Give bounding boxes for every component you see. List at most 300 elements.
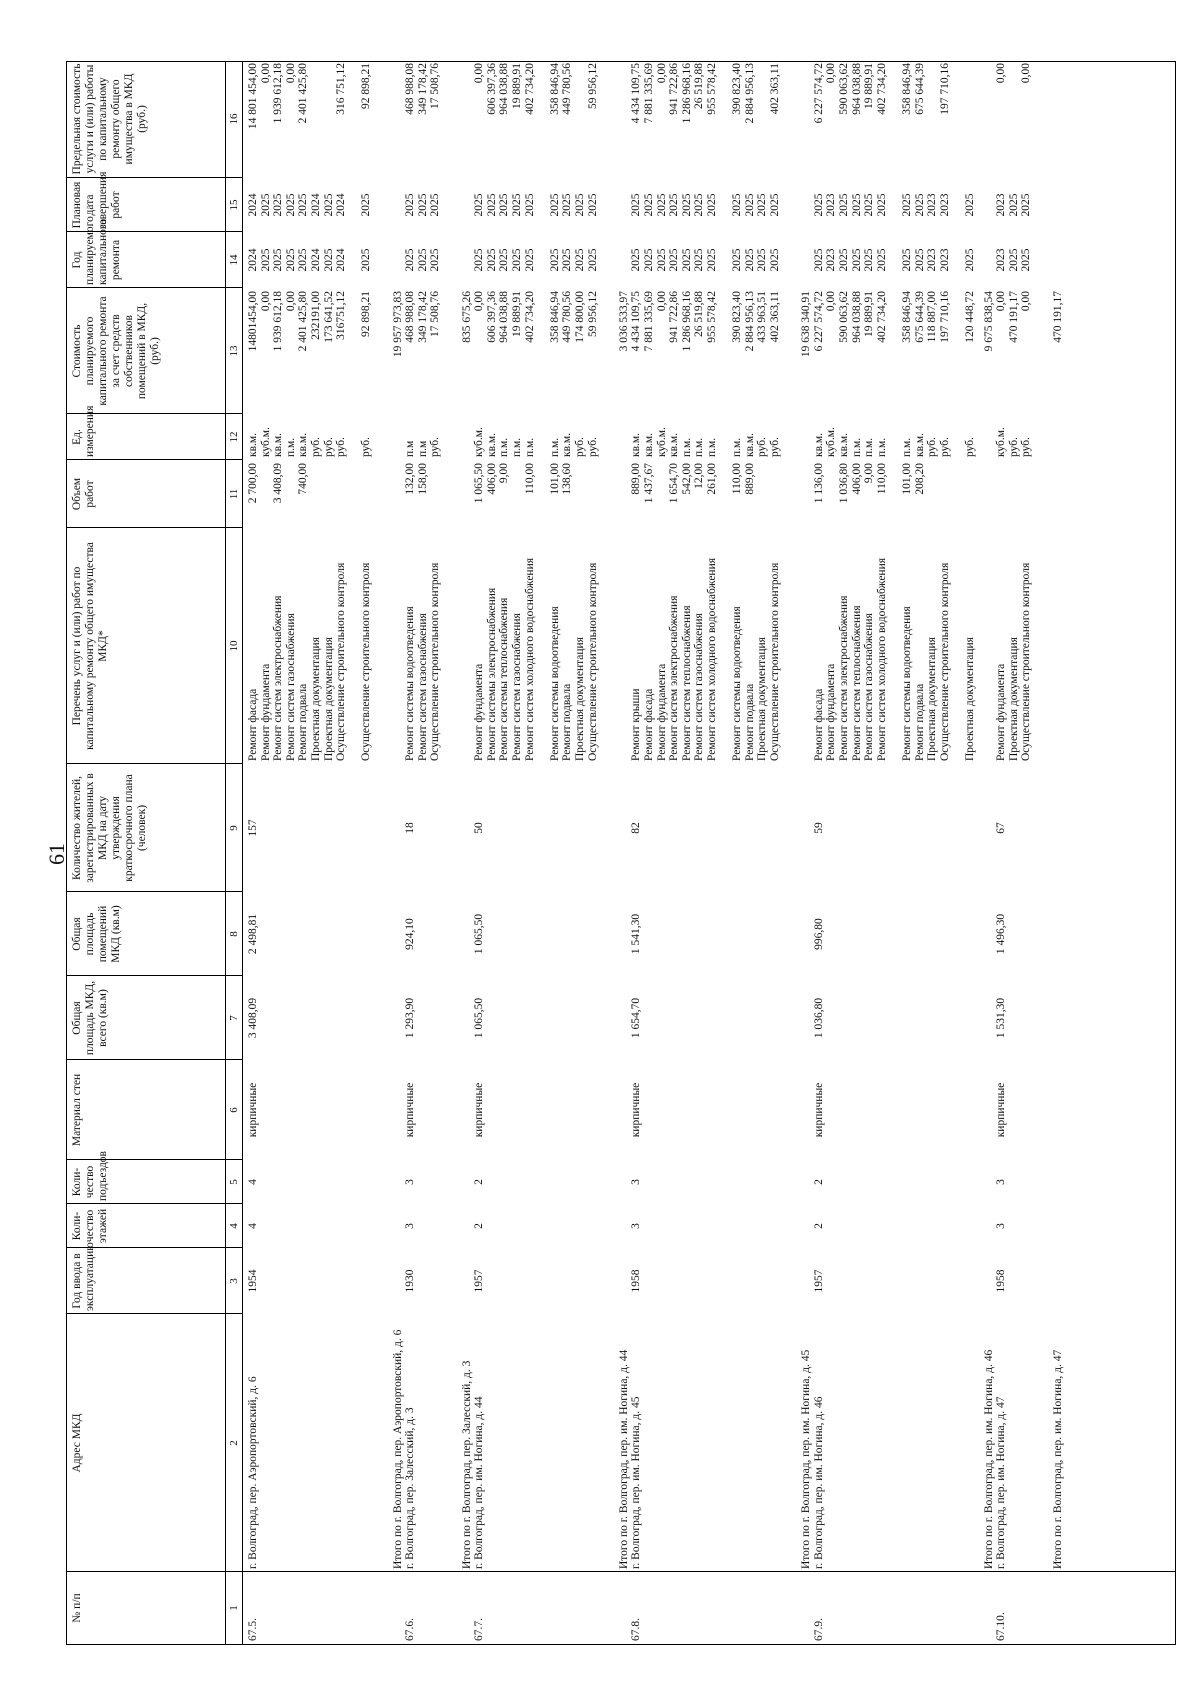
work-volume: 9,00: [863, 463, 876, 484]
year-built: 1930: [404, 1269, 417, 1293]
planned-cost: 19 889,91: [511, 291, 523, 337]
completion-year: 2025: [901, 193, 913, 217]
completion-year: 2025: [706, 193, 718, 217]
completion-year: 2025: [498, 193, 511, 217]
wall-material: кирпичные: [630, 1082, 643, 1138]
planned-cost: 358 846,94: [901, 291, 913, 343]
work-volume: 406,00: [485, 463, 498, 495]
work-item: Ремонт крыши: [630, 688, 643, 761]
max-cost: 964 038,88: [498, 63, 511, 115]
plan-year: 2025: [404, 248, 417, 272]
completion-year: 2025: [272, 193, 285, 217]
work-item: Ремонт систем газоснабжения: [511, 613, 523, 761]
completion-year: 2025: [731, 193, 744, 217]
plan-year: 2025: [322, 248, 335, 272]
plan-year: 2024: [310, 248, 322, 272]
completion-year: 2025: [838, 193, 850, 217]
unit: руб.: [429, 437, 442, 457]
total-area: 1 036,80: [812, 997, 825, 1039]
resident-count: 18: [404, 822, 417, 834]
max-cost: 675 644,39: [913, 63, 926, 115]
plan-year: 2025: [511, 248, 523, 272]
unit: куб.м.: [995, 427, 1008, 457]
planned-cost: 174 800,00: [574, 291, 586, 343]
header-col-10: Перечень услуг и (или) работ по капитальному ремонту общего имущества МКД*: [71, 542, 109, 750]
planned-cost: 197 710,16: [938, 291, 951, 343]
max-cost: 0,00: [825, 63, 838, 84]
premises-area: 924,10: [404, 918, 417, 950]
unit: п.м.: [863, 437, 876, 457]
unit: руб.: [360, 437, 373, 457]
unit: кв.м.: [838, 432, 850, 457]
plan-year: 2024: [335, 248, 348, 272]
plan-year: 2025: [485, 248, 498, 272]
plan-year: 2025: [1007, 248, 1020, 272]
work-item: Ремонт фундамента: [825, 663, 838, 761]
header-col-7: Общая площадь МКД, всего (кв.м): [71, 980, 109, 1056]
unit: руб.: [335, 437, 348, 457]
building-address: г. Волгоград, пер. им. Ногина, д. 47: [995, 1396, 1008, 1569]
work-item: Ремонт системы водоотведения: [901, 606, 913, 761]
header-col-6: Материал стен: [71, 1073, 83, 1147]
work-volume: 110,00: [875, 463, 888, 495]
max-cost: 1 939 612,18: [272, 63, 285, 124]
plan-year: 2025: [523, 248, 536, 272]
plan-year: 2025: [731, 248, 744, 272]
plan-year: 2025: [706, 248, 718, 272]
max-cost: 4 434 109,75: [630, 63, 643, 124]
unit: кв.м.: [643, 432, 655, 457]
completion-year: 2025: [630, 193, 643, 217]
completion-year: 2024: [310, 193, 322, 217]
max-cost: 941 722,86: [668, 63, 681, 115]
completion-year: 2024: [247, 193, 259, 217]
colnum-12: 12: [228, 431, 240, 443]
work-item: Проектная документация: [926, 637, 939, 761]
block-total-label: Итого по г. Волгоград, пер. им. Ногина, д. 44: [617, 1349, 630, 1569]
work-item: Ремонт подвала: [913, 683, 926, 761]
unit: руб.: [322, 437, 335, 457]
planned-cost: 2 401 425,80: [297, 291, 310, 352]
work-item: Ремонт подвала: [743, 683, 756, 761]
max-cost: 606 397,36: [485, 63, 498, 115]
premises-area: 1 065,50: [473, 913, 486, 955]
max-cost: 17 508,76: [429, 63, 442, 109]
work-item: Ремонт фасада: [247, 688, 259, 761]
completion-year: 2025: [1007, 193, 1020, 217]
wall-material: кирпичные: [404, 1082, 417, 1138]
work-volume: 3 408,09: [272, 463, 285, 504]
plan-year: 2025: [875, 248, 888, 272]
unit: кв.м.: [913, 432, 926, 457]
work-item: Проектная документация: [322, 637, 335, 761]
planned-cost: 120 448,72: [964, 291, 976, 343]
plan-year: 2025: [548, 248, 561, 272]
plan-year: 2025: [272, 248, 285, 272]
work-volume: 110,00: [731, 463, 744, 495]
planned-cost: 590 063,62: [838, 291, 850, 343]
plan-year: 2025: [838, 248, 850, 272]
floor-count: 3: [995, 1223, 1008, 1229]
unit: п.м.: [523, 437, 536, 457]
unit: куб.м.: [259, 427, 272, 457]
colnum-10: 10: [228, 640, 240, 652]
completion-year: 2025: [561, 193, 574, 217]
colnum-3: 3: [228, 1278, 240, 1284]
premises-area: 2 498,81: [247, 913, 259, 955]
floor-count: 4: [247, 1223, 259, 1229]
max-cost: 358 846,94: [548, 63, 561, 115]
plan-year: 2024: [247, 248, 259, 272]
max-cost: 26 519,88: [693, 63, 706, 109]
unit: кв.м.: [272, 432, 285, 457]
max-cost: 1 286 968,16: [680, 63, 693, 124]
plan-year: 2025: [812, 248, 825, 272]
work-volume: 406,00: [850, 463, 863, 495]
plan-year: 2025: [693, 248, 706, 272]
planned-cost: 173 641,52: [322, 291, 335, 343]
plan-year: 2023: [825, 248, 838, 272]
work-item: Ремонт систем электроснабжения: [272, 595, 285, 761]
unit: руб.: [1007, 437, 1020, 457]
work-item: Ремонт фундамента: [655, 663, 668, 761]
completion-year: 2025: [322, 193, 335, 217]
plan-year: 2025: [901, 248, 913, 272]
building-address: г. Волгоград, пер. Залесский, д. 3: [404, 1407, 417, 1569]
work-item: Ремонт систем холодного водоснабжения: [706, 557, 718, 761]
completion-year: 2023: [995, 193, 1008, 217]
block-total-label: Итого по г. Волгоград, пер. им. Ногина, д. 46: [982, 1349, 995, 1569]
max-cost: 402 734,20: [523, 63, 536, 115]
total-area: 1 531,30: [995, 997, 1008, 1039]
planned-cost: 0,00: [1020, 291, 1033, 312]
max-cost: 2 401 425,80: [297, 63, 310, 124]
work-item: Ремонт систем газоснабжения: [284, 613, 297, 761]
plan-year: 2025: [574, 248, 586, 272]
planned-cost: 0,00: [655, 291, 668, 312]
completion-year: 2025: [812, 193, 825, 217]
colnum-15: 15: [228, 199, 240, 211]
work-volume: 542,00: [680, 463, 693, 495]
work-item: Ремонт систем газоснабжения: [863, 613, 876, 761]
premises-area: 1 496,30: [995, 913, 1008, 955]
unit: кв.м.: [561, 432, 574, 457]
column-divider: [67, 459, 243, 460]
block-total-cost: 19 957 973,83: [391, 291, 404, 358]
plan-year: 2025: [850, 248, 863, 272]
entrance-count: 3: [995, 1179, 1008, 1185]
row-number: 67.10.: [995, 1612, 1008, 1641]
unit: п.м.: [548, 437, 561, 457]
max-cost: 0,00: [655, 63, 668, 84]
planned-cost: 449 780,56: [561, 291, 574, 343]
completion-year: 2025: [416, 193, 429, 217]
header-col-13: Стоимость планируемого капитального ремонта за счет средств собственников помещений в МКД, (руб.): [71, 296, 161, 406]
premises-area: 1 541,30: [630, 913, 643, 955]
colnum-6: 6: [228, 1107, 240, 1113]
max-cost: 14 801 454,00: [247, 63, 259, 130]
work-item: Осуществление строительного контроля: [938, 562, 951, 761]
plan-year: 2025: [680, 248, 693, 272]
unit: кв.м.: [668, 432, 681, 457]
colnum-16: 16: [228, 113, 240, 125]
plan-year: 2025: [756, 248, 769, 272]
completion-year: 2023: [938, 193, 951, 217]
plan-year: 2025: [561, 248, 574, 272]
year-built: 1958: [995, 1269, 1008, 1293]
work-item: Ремонт фасада: [643, 688, 655, 761]
plan-year: 2025: [297, 248, 310, 272]
header-col-2: Адрес МКД: [71, 1413, 83, 1473]
entrance-count: 2: [812, 1179, 825, 1185]
wall-material: кирпичные: [473, 1082, 486, 1138]
colnum-2: 2: [228, 1440, 240, 1446]
max-cost: 316 751,12: [335, 63, 348, 115]
max-cost: 59 956,12: [586, 63, 599, 109]
unit: кв.м.: [630, 432, 643, 457]
planned-cost: 232191,00: [310, 291, 322, 340]
colnum-7: 7: [228, 1015, 240, 1021]
planned-cost: 941 722,86: [668, 291, 681, 343]
work-item: Осуществление строительного контроля: [335, 562, 348, 761]
row-number: 67.5.: [247, 1618, 259, 1641]
max-cost: 6 227 574,72: [812, 63, 825, 124]
work-item: Проектная документация: [964, 637, 976, 761]
completion-year: 2025: [913, 193, 926, 217]
planned-cost: 0,00: [284, 291, 297, 312]
colnum-5: 5: [228, 1179, 240, 1185]
max-cost: 0,00: [1020, 63, 1033, 84]
planned-cost: 316751,12: [335, 291, 348, 340]
work-item: Ремонт фасада: [812, 688, 825, 761]
column-divider: [67, 1059, 243, 1060]
completion-year: 2025: [404, 193, 417, 217]
building-address: г. Волгоград, пер. Аэропортовский, д. 6: [247, 1376, 259, 1569]
completion-year: 2025: [875, 193, 888, 217]
colnum-9: 9: [228, 825, 240, 831]
header-col-5: Коли-чество подъездов: [71, 1151, 109, 1201]
unit: п.м.: [901, 437, 913, 457]
completion-year: 2025: [743, 193, 756, 217]
completion-year: 2025: [259, 193, 272, 217]
header-col-4: Коли-чество этажей: [71, 1208, 109, 1244]
work-item: Осуществление строительного контроля: [429, 562, 442, 761]
max-cost: 2 884 956,13: [743, 63, 756, 124]
unit: руб.: [964, 437, 976, 457]
year-built: 1954: [247, 1269, 259, 1293]
work-item: Ремонт фундамента: [473, 663, 486, 761]
completion-year: 2025: [769, 193, 781, 217]
planned-cost: 7 881 335,69: [643, 291, 655, 352]
max-cost: 955 578,42: [706, 63, 718, 115]
unit: п.м.: [875, 437, 888, 457]
work-volume: 1 065,50: [473, 463, 486, 504]
resident-count: 67: [995, 822, 1008, 834]
work-item: Проектная документация: [310, 637, 322, 761]
work-item: Ремонт систем холодного водоснабжения: [875, 557, 888, 761]
work-volume: 9,00: [498, 463, 511, 484]
work-item: Ремонт систем электроснабжения: [668, 595, 681, 761]
work-item: Проектная документация: [1007, 637, 1020, 761]
unit: кв.м.: [743, 432, 756, 457]
completion-year: 2025: [586, 193, 599, 217]
block-total-label: Итого по г. Волгоград, пер. им. Ногина, д. 45: [800, 1349, 813, 1569]
planned-cost: 118 887,00: [926, 291, 939, 343]
work-volume: 110,00: [523, 463, 536, 495]
block-total-label: Итого по г. Волгоград, пер. Залесский, д. 3: [460, 1360, 473, 1569]
completion-year: 2025: [548, 193, 561, 217]
max-cost: 390 823,40: [731, 63, 744, 115]
block-total-cost: 19 638 340,91: [800, 291, 813, 358]
total-area: 1 654,70: [630, 997, 643, 1039]
row-number: 67.8.: [630, 1618, 643, 1641]
unit: п.м: [416, 440, 429, 457]
planned-cost: 390 823,40: [731, 291, 744, 343]
work-item: Ремонт системы электроснабжения: [485, 587, 498, 761]
max-cost: 358 846,94: [901, 63, 913, 115]
table-header: [67, 62, 225, 1644]
block-total-label: Итого по г. Волгоград, пер. Аэропортовский, д. 6: [391, 1329, 404, 1569]
max-cost: 0,00: [259, 63, 272, 84]
resident-count: 157: [247, 819, 259, 837]
column-number-row: [225, 62, 243, 1644]
work-item: Ремонт системы теплоснабжения: [498, 597, 511, 761]
work-volume: 101,00: [548, 463, 561, 495]
wall-material: кирпичные: [247, 1082, 259, 1138]
completion-year: 2025: [850, 193, 863, 217]
work-item: Осуществление строительного контроля: [769, 562, 781, 761]
column-divider: [67, 1247, 243, 1248]
table-body: [243, 62, 1175, 1644]
header-col-14: Год планируемого капитального ремонта: [71, 216, 122, 285]
completion-year: 2025: [574, 193, 586, 217]
work-item: Ремонт систем газоснабжения: [416, 613, 429, 761]
plan-year: 2025: [1020, 248, 1033, 272]
work-item: Осуществление строительного контроля: [1020, 562, 1033, 761]
column-divider: [67, 1159, 243, 1160]
entrance-count: 3: [630, 1179, 643, 1185]
year-built: 1957: [812, 1269, 825, 1293]
column-divider: [67, 231, 243, 232]
max-cost: 7 881 335,69: [643, 63, 655, 124]
unit: руб.: [586, 437, 599, 457]
planned-cost: 964 038,88: [498, 291, 511, 343]
work-volume: 208,20: [913, 463, 926, 495]
work-item: Ремонт подвала: [561, 683, 574, 761]
unit: руб.: [769, 437, 781, 457]
completion-year: 2025: [485, 193, 498, 217]
plan-year: 2025: [630, 248, 643, 272]
plan-year: 2025: [769, 248, 781, 272]
max-cost: 468 988,08: [404, 63, 417, 115]
premises-area: 996,80: [812, 918, 825, 950]
unit: руб.: [310, 437, 322, 457]
completion-year: 2025: [511, 193, 523, 217]
work-volume: 2 700,00: [247, 463, 259, 504]
column-divider: [67, 1571, 1175, 1572]
block-total-cost: 470 191,17: [1051, 291, 1064, 343]
column-divider: [67, 287, 243, 288]
repair-plan-table: [66, 61, 1176, 1645]
year-built: 1957: [473, 1269, 486, 1293]
floor-count: 3: [630, 1223, 643, 1229]
resident-count: 50: [473, 822, 486, 834]
entrance-count: 2: [473, 1179, 486, 1185]
work-item: Ремонт системы водоотведения: [404, 606, 417, 761]
plan-year: 2023: [995, 248, 1008, 272]
max-cost: 19 889,91: [863, 63, 876, 109]
row-number: 67.6.: [404, 1618, 417, 1641]
unit: п.м.: [706, 437, 718, 457]
floor-count: 2: [812, 1223, 825, 1229]
header-col-15: Плановая дата завершения работ: [71, 171, 122, 229]
max-cost: 402 734,20: [875, 63, 888, 115]
work-item: Ремонт подвала: [297, 683, 310, 761]
planned-cost: 358 846,94: [548, 291, 561, 343]
unit: руб.: [926, 437, 939, 457]
unit: руб.: [756, 437, 769, 457]
planned-cost: 0,00: [995, 291, 1008, 312]
column-divider: [67, 763, 243, 764]
total-area: 3 408,09: [247, 997, 259, 1039]
work-item: Ремонт фундамента: [995, 663, 1008, 761]
header-col-8: Общая площадь помещений МКД (кв.м): [71, 905, 122, 963]
plan-year: 2025: [655, 248, 668, 272]
column-divider: [67, 975, 243, 976]
max-cost: 0,00: [284, 63, 297, 84]
plan-year: 2025: [360, 248, 373, 272]
work-item: Осуществление строительного контроля: [586, 562, 599, 761]
column-divider: [67, 413, 243, 414]
column-divider: [67, 1313, 243, 1314]
block-total-label: Итого по г. Волгоград, пер. им. Ногина, д. 47: [1051, 1349, 1064, 1569]
year-built: 1958: [630, 1269, 643, 1293]
max-cost: 92 898,21: [360, 63, 373, 109]
plan-year: 2023: [938, 248, 951, 272]
unit: п.м.: [850, 437, 863, 457]
planned-cost: 19 889,91: [863, 291, 876, 337]
header-col-12: Ед. измерения: [71, 405, 96, 457]
header-col-1: № п/п: [71, 1593, 83, 1623]
planned-cost: 92 898,21: [360, 291, 373, 337]
planned-cost: 14801454,00: [247, 291, 259, 352]
planned-cost: 0,00: [473, 291, 486, 312]
wall-material: кирпичные: [995, 1082, 1008, 1138]
plan-year: 2025: [498, 248, 511, 272]
row-number: 67.9.: [812, 1618, 825, 1641]
completion-year: 2023: [825, 193, 838, 217]
block-total-cost: 835 675,26: [460, 291, 473, 343]
plan-year: 2025: [863, 248, 876, 272]
work-volume: 101,00: [901, 463, 913, 495]
header-col-11: Объем работ: [71, 477, 96, 511]
plan-year: 2025: [473, 248, 486, 272]
planned-cost: 468 988,08: [404, 291, 417, 343]
plan-year: 2025: [586, 248, 599, 272]
unit: п.м: [404, 440, 417, 457]
column-divider: [67, 1203, 243, 1204]
max-cost: 0,00: [473, 63, 486, 84]
resident-count: 59: [812, 822, 825, 834]
completion-year: 2025: [693, 193, 706, 217]
plan-year: 2025: [913, 248, 926, 272]
work-item: Ремонт системы водоотведения: [548, 606, 561, 761]
completion-year: 2025: [284, 193, 297, 217]
planned-cost: 606 397,36: [485, 291, 498, 343]
planned-cost: 26 519,88: [693, 291, 706, 337]
completion-year: 2025: [473, 193, 486, 217]
plan-year: 2025: [429, 248, 442, 272]
